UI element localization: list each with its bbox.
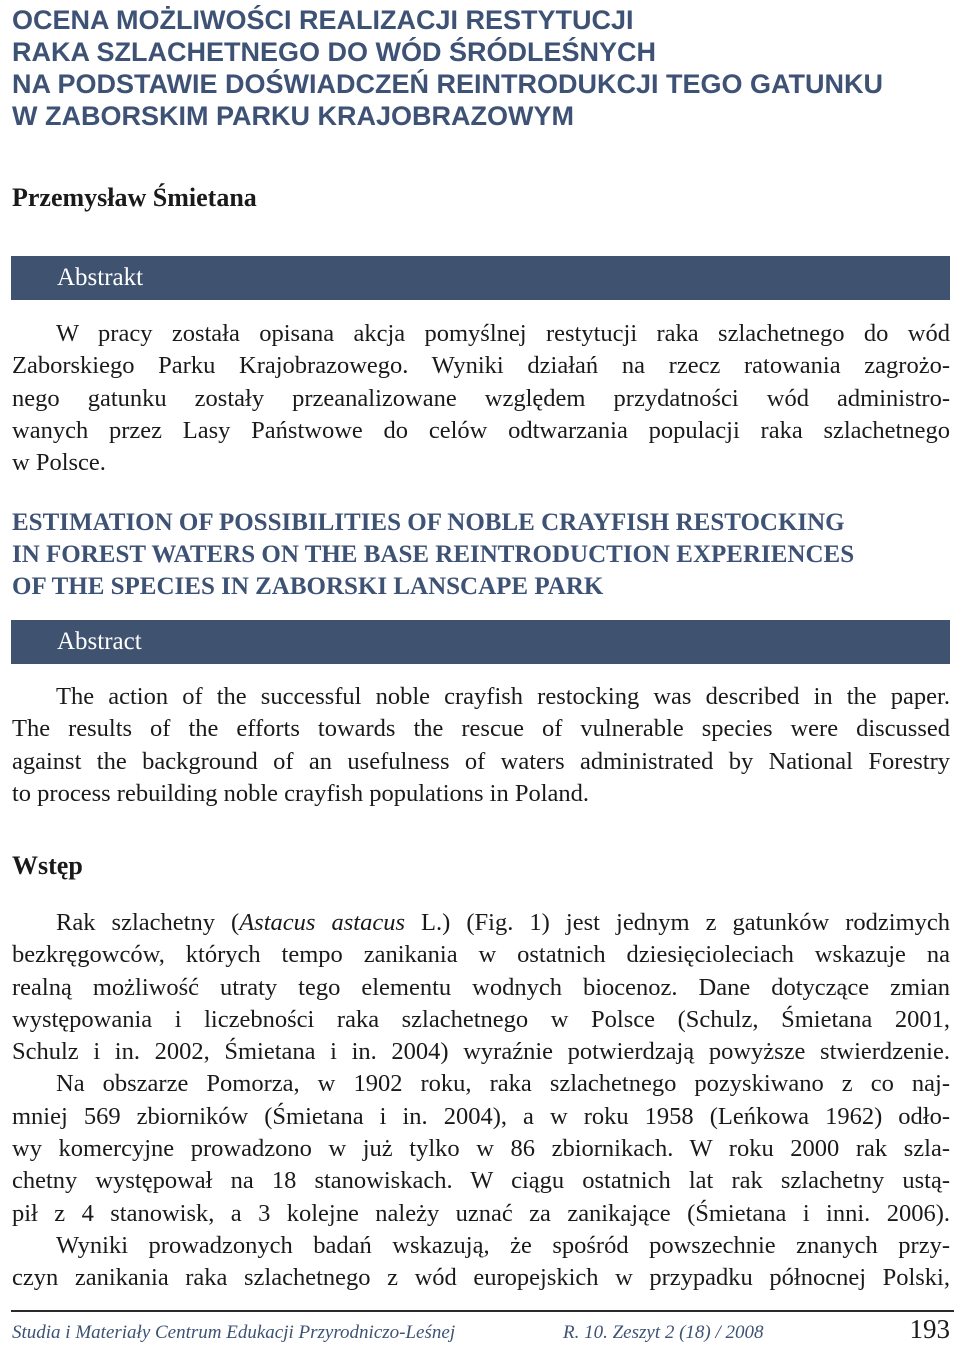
section-heading-intro: Wstęp: [12, 851, 83, 880]
text-line: chetny występował na 18 stanowiskach. W ciągu ostatnich lat rak szlachetny ustą-: [12, 1167, 950, 1195]
text-line: w Polsce.: [12, 449, 106, 477]
text-line: W pracy została opisana akcja pomyślnej restytucji raka szlachetnego do wód: [56, 320, 950, 347]
text-line: to process rebuilding noble crayfish populations in Poland.: [12, 779, 590, 807]
title-line: OF THE SPECIES IN ZABORSKI LANSCAPE PARK: [12, 573, 604, 600]
text-line: czyn zanikania raka szlachetnego z wód europejskich w przypadku północnej Polski,: [12, 1264, 950, 1292]
abstract-en-heading: Abstract: [11, 620, 950, 664]
species-name: Astacus astacus: [239, 909, 405, 936]
text-line: realną możliwość utraty tego elementu wodnych biocenoz. Dane dotyczące zmian: [12, 973, 950, 1001]
abstract-en-text: [12, 681, 950, 810]
text-line: Zaborskiego Parku Krajobrazowego. Wyniki działań na rzecz ratowania zagrożo-: [12, 352, 950, 380]
text-line: mniej 569 zbiorników (Śmietana i in. 2004), a w roku 1958 (Leńkowa 1962) odło-: [12, 1102, 950, 1130]
title-line: ESTIMATION OF POSSIBILITIES OF NOBLE CRAYFISH RESTOCKING: [12, 509, 845, 536]
text-line: [12, 907, 950, 939]
text-run: L.) (Fig. 1) jest jednym z gatunków rodzimych: [404, 909, 951, 936]
footer-volume: R. 10. Zeszyt 2 (18) / 2008: [563, 1322, 764, 1343]
text-line: The action of the successful noble crayfish restocking was described in the paper.: [56, 683, 950, 710]
intro-text: [12, 907, 950, 1295]
abstract-pl-text: [12, 318, 950, 479]
title-line: RAKA SZLACHETNEGO DO WÓD ŚRÓDLEŚNYCH: [12, 37, 657, 67]
text-line: pił z 4 stanowisk, a 3 kolejne należy uznać za zanikające (Śmietana i inni. 2006).: [12, 1199, 950, 1227]
text-line: Na obszarze Pomorza, w 1902 roku, raka szlachetnego pozyskiwano z co naj-: [56, 1070, 950, 1098]
title-line: OCENA MOŻLIWOŚCI REALIZACJI RESTYTUCJI: [12, 5, 634, 35]
text-run: Rak szlachetny (: [56, 909, 240, 936]
text-line: występowania i liczebności raka szlachetnego w Polsce (Schulz, Śmietana 2001,: [12, 1005, 950, 1033]
text-line: wy komercyjne prowadzono w już tylko w 86 zbiornikach. W roku 2000 rak szla-: [12, 1135, 950, 1163]
text-line: The results of the efforts towards the rescue of vulnerable species were discussed: [12, 715, 950, 743]
article-title-pl: [12, 4, 952, 132]
article-title-en: [12, 507, 952, 603]
abstract-pl-heading: Abstrakt: [11, 256, 950, 300]
text-line: against the background of an usefulness of waters administrated by National Forestry: [12, 747, 950, 775]
title-line: NA PODSTAWIE DOŚWIADCZEŃ REINTRODUKCJI TEGO GATUNKU: [12, 69, 884, 99]
footer-journal-name: Studia i Materiały Centrum Edukacji Przyrodniczo-Leśnej: [12, 1322, 456, 1343]
page-number: 193: [909, 1314, 950, 1344]
author-name: Przemysław Śmietana: [12, 183, 257, 212]
footer-divider: [11, 1310, 954, 1312]
text-line: Schulz i in. 2002, Śmietana i in. 2004) wyraźnie potwierdzają powyższe stwierdzenie.: [12, 1038, 950, 1066]
text-line: wanych przez Lasy Państwowe do celów odtwarzania populacji raka szlachetnego: [12, 416, 950, 444]
text-line: bezkręgowców, których tempo zanikania w ostatnich dziesięcioleciach wskazuje na: [12, 941, 950, 969]
text-line: Wyniki prowadzonych badań wskazują, że spośród powszechnie znanych przy-: [56, 1231, 950, 1259]
title-line: IN FOREST WATERS ON THE BASE REINTRODUCTION EXPERIENCES: [12, 541, 855, 568]
title-line: W ZABORSKIM PARKU KRAJOBRAZOWYM: [12, 101, 574, 131]
text-line: nego gatunku zostały przeanalizowane względem przydatności wód administro-: [12, 384, 950, 412]
